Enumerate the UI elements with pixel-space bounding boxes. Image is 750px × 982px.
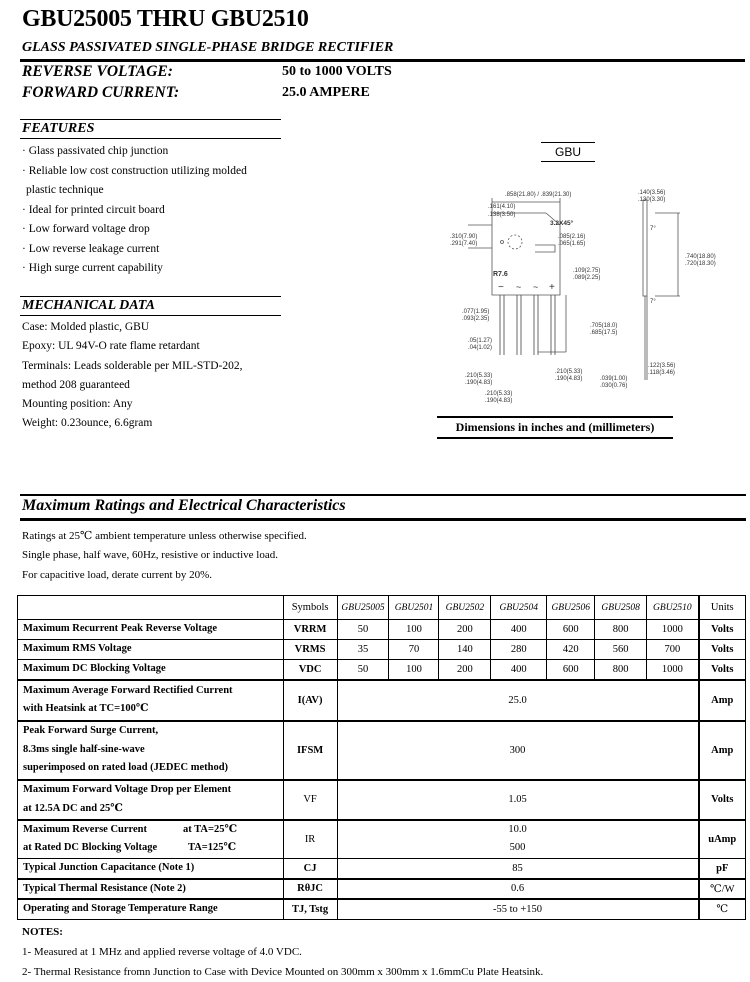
- forward-current-value: 25.0 AMPERE: [282, 85, 370, 100]
- row-unit: Volts: [699, 660, 746, 680]
- row-symbol: RθJC: [283, 879, 337, 900]
- row-description: Typical Thermal Resistance (Note 2): [18, 879, 284, 900]
- svg-text:.065(1.65): .065(1.65): [558, 241, 586, 247]
- row-description: Typical Junction Capacitance (Note 1): [18, 859, 284, 879]
- condition-text: Single phase, half wave, 60Hz, resistive or inductive load.: [22, 549, 278, 561]
- row-value: 560: [595, 640, 647, 660]
- row-unit: Volts: [699, 780, 746, 820]
- table-row: [18, 820, 746, 859]
- row-description: Maximum Recurrent Peak Reverse Voltage: [18, 620, 284, 640]
- feature-item: · Glass passivated chip junction: [22, 145, 169, 157]
- row-symbol: TJ, Tstg: [283, 899, 337, 919]
- svg-text:.085(2.16): .085(2.16): [558, 234, 586, 240]
- svg-text:3.2X45°: 3.2X45°: [550, 220, 574, 227]
- row-symbol: VF: [283, 780, 337, 820]
- svg-text:.210(5.33): .210(5.33): [485, 391, 513, 397]
- header-cell: GBU2502: [439, 596, 491, 620]
- svg-text:.210(5.33): .210(5.33): [465, 373, 493, 379]
- svg-text:.740(18.80): .740(18.80): [685, 254, 716, 260]
- svg-text:.118(3.46): .118(3.46): [648, 370, 675, 376]
- svg-text:~: ~: [533, 282, 539, 292]
- condition-text: Ratings at 25℃ ambient temperature unless otherwise specified.: [22, 530, 307, 542]
- row-symbol: VDC: [283, 660, 337, 680]
- row-value: 600: [547, 620, 595, 640]
- svg-text:.720(18.30): .720(18.30): [685, 261, 716, 267]
- svg-text:.161(4.10): .161(4.10): [488, 204, 516, 210]
- dim-body-width: .858(21.80) / .839(21.30): [505, 192, 572, 198]
- svg-text:7°: 7°: [650, 299, 656, 305]
- svg-text:.190(4.83): .190(4.83): [555, 376, 583, 382]
- svg-text:.122(3.56): .122(3.56): [648, 363, 676, 369]
- mechanical-heading: MECHANICAL DATA: [20, 296, 281, 316]
- row-value: -55 to +150: [337, 899, 699, 919]
- row-description: Maximum RMS Voltage: [18, 640, 284, 660]
- header-cell: GBU2508: [595, 596, 647, 620]
- document-title: GBU25005 THRU GBU2510: [22, 6, 309, 32]
- row-unit: uAmp: [699, 820, 746, 859]
- row-value: 25.0: [337, 680, 699, 721]
- row-unit: Amp: [699, 721, 746, 780]
- row-value: 35: [337, 640, 389, 660]
- row-value: 800: [595, 660, 647, 680]
- table-row: [18, 680, 746, 721]
- row-unit: Volts: [699, 620, 746, 640]
- svg-text:.039(1.00): .039(1.00): [600, 376, 628, 382]
- row-description: Peak Forward Surge Current, 8.3ms single half-sine-wave superimposed on rated load (JEDEC method): [18, 721, 284, 780]
- row-value: 600: [547, 660, 595, 680]
- table-row: [18, 859, 746, 879]
- mechanical-list: [22, 318, 243, 434]
- reverse-voltage-label: REVERSE VOLTAGE:: [22, 63, 173, 80]
- row-value: 1000: [647, 660, 699, 680]
- header-divider: [20, 59, 745, 62]
- svg-text:.190(4.83): .190(4.83): [485, 398, 513, 404]
- row-value: 280: [491, 640, 547, 660]
- svg-text:.05(1.27): .05(1.27): [468, 338, 493, 344]
- header-cell: GBU2504: [491, 596, 547, 620]
- header-cell: GBU25005: [337, 596, 389, 620]
- mechanical-item: method 208 guaranteed: [22, 378, 130, 391]
- condition-text: For capacitive load, derate current by 20%.: [22, 569, 212, 581]
- row-symbol: CJ: [283, 859, 337, 879]
- table-row: [18, 879, 746, 900]
- table-row: [18, 660, 746, 680]
- reverse-voltage-value: 50 to 1000 VOLTS: [282, 64, 392, 79]
- svg-text:.210(5.33): .210(5.33): [555, 369, 583, 375]
- row-value: 700: [647, 640, 699, 660]
- notes-heading: NOTES:: [22, 926, 63, 938]
- row-symbol: VRRM: [283, 620, 337, 640]
- svg-text:.190(4.83): .190(4.83): [465, 380, 493, 386]
- row-value: 400: [491, 620, 547, 640]
- row-value: 85: [337, 859, 699, 879]
- header-cell: [18, 596, 284, 620]
- row-symbol: VRMS: [283, 640, 337, 660]
- row-value: 10.0 500: [337, 820, 699, 859]
- row-value: 140: [439, 640, 491, 660]
- row-value: 100: [389, 660, 439, 680]
- row-value: 400: [491, 660, 547, 680]
- svg-text:7°: 7°: [650, 226, 656, 232]
- svg-text:.705(18.0): .705(18.0): [590, 323, 618, 329]
- table-row: [18, 620, 746, 640]
- svg-text:.130(3.30): .130(3.30): [638, 197, 666, 203]
- mechanical-item: Mounting position: Any: [22, 398, 133, 411]
- svg-text:.685(17.5): .685(17.5): [590, 330, 618, 336]
- features-list: [22, 142, 247, 279]
- svg-text:.291(7.40): .291(7.40): [450, 241, 478, 247]
- row-value: 1000: [647, 620, 699, 640]
- package-dimension-drawing: [430, 180, 730, 415]
- svg-text:.093(2.35): .093(2.35): [462, 316, 490, 322]
- row-value: 70: [389, 640, 439, 660]
- row-description: Maximum DC Blocking Voltage: [18, 660, 284, 680]
- forward-current-label: FORWARD CURRENT:: [22, 84, 180, 101]
- note-item: 1- Measured at 1 MHz and applied reverse voltage of 4.0 VDC.: [22, 946, 302, 958]
- svg-text:.089(2.25): .089(2.25): [573, 275, 601, 281]
- row-value: 0.6: [337, 879, 699, 900]
- row-symbol: IR: [283, 820, 337, 859]
- header-cell: Units: [699, 596, 746, 620]
- feature-item: · Ideal for printed circuit board: [22, 203, 165, 216]
- ratings-heading: Maximum Ratings and Electrical Characteristics: [20, 494, 746, 521]
- row-description: Maximum Average Forward Rectified Current with Heatsink at TC=100℃: [18, 680, 284, 721]
- row-symbol: IFSM: [283, 721, 337, 780]
- note-item: 2- Thermal Resistance fromn Junction to Case with Device Mounted on 300mm x 300mm x 1.6mmCu Plate Heatsink.: [22, 966, 544, 978]
- svg-text:~: ~: [516, 282, 522, 292]
- dimension-caption: Dimensions in inches and (millimeters): [437, 416, 673, 439]
- row-unit: ℃/W: [699, 879, 746, 900]
- row-value: 420: [547, 640, 595, 660]
- feature-item: · High surge current capability: [22, 262, 163, 274]
- row-value: 200: [439, 660, 491, 680]
- table-header-row: [18, 596, 746, 620]
- row-unit: ℃: [699, 899, 746, 919]
- row-unit: pF: [699, 859, 746, 879]
- svg-text:.140(3.56): .140(3.56): [638, 190, 666, 196]
- row-unit: Amp: [699, 680, 746, 721]
- table-row: [18, 780, 746, 820]
- mechanical-item: Weight: 0.23ounce, 6.6gram: [22, 417, 153, 430]
- feature-item: plastic technique: [26, 184, 104, 196]
- header-cell: GBU2506: [547, 596, 595, 620]
- document-subtitle: GLASS PASSIVATED SINGLE-PHASE BRIDGE RECTIFIER: [22, 40, 394, 55]
- row-value: 1.05: [337, 780, 699, 820]
- ratings-table: [17, 595, 746, 920]
- row-value: 100: [389, 620, 439, 640]
- svg-text:+: +: [549, 282, 555, 293]
- row-unit: Volts: [699, 640, 746, 660]
- row-value: 300: [337, 721, 699, 780]
- svg-text:.138(3.50): .138(3.50): [488, 212, 516, 218]
- row-description: Maximum Reverse Current at TA=25℃ at Rated DC Blocking Voltage TA=125℃: [18, 820, 284, 859]
- row-value: 200: [439, 620, 491, 640]
- notes-section: [22, 922, 543, 982]
- feature-item: · Low reverse leakage current: [22, 242, 160, 255]
- svg-text:.109(2.75): .109(2.75): [573, 268, 601, 274]
- row-value: 50: [337, 620, 389, 640]
- svg-text:.04(1.02): .04(1.02): [468, 345, 493, 351]
- table-row: [18, 899, 746, 919]
- package-label: GBU: [541, 142, 595, 162]
- row-symbol: I(AV): [283, 680, 337, 721]
- svg-text:−: −: [498, 282, 504, 293]
- header-cell: GBU2510: [647, 596, 699, 620]
- mechanical-item: Epoxy: UL 94V-O rate flame retardant: [22, 340, 200, 353]
- svg-text:.030(0.76): .030(0.76): [600, 383, 628, 389]
- mechanical-item: Case: Molded plastic, GBU: [22, 321, 150, 333]
- table-row: [18, 721, 746, 780]
- row-value: 800: [595, 620, 647, 640]
- table-row: [18, 640, 746, 660]
- svg-text:R7.6: R7.6: [493, 271, 508, 278]
- header-cell: GBU2501: [389, 596, 439, 620]
- svg-text:.310(7.90): .310(7.90): [450, 234, 478, 240]
- feature-item: · Reliable low cost construction utilizing molded: [22, 164, 247, 177]
- row-description: Maximum Forward Voltage Drop per Element at 12.5A DC and 25℃: [18, 780, 284, 820]
- feature-item: · Low forward voltage drop: [22, 223, 150, 235]
- features-heading: FEATURES: [20, 119, 281, 139]
- svg-text:.077(1.95): .077(1.95): [462, 309, 490, 315]
- header-cell: Symbols: [283, 596, 337, 620]
- mechanical-item: Terminals: Leads solderable per MIL-STD-202,: [22, 359, 243, 372]
- row-value: 50: [337, 660, 389, 680]
- row-description: Operating and Storage Temperature Range: [18, 899, 284, 919]
